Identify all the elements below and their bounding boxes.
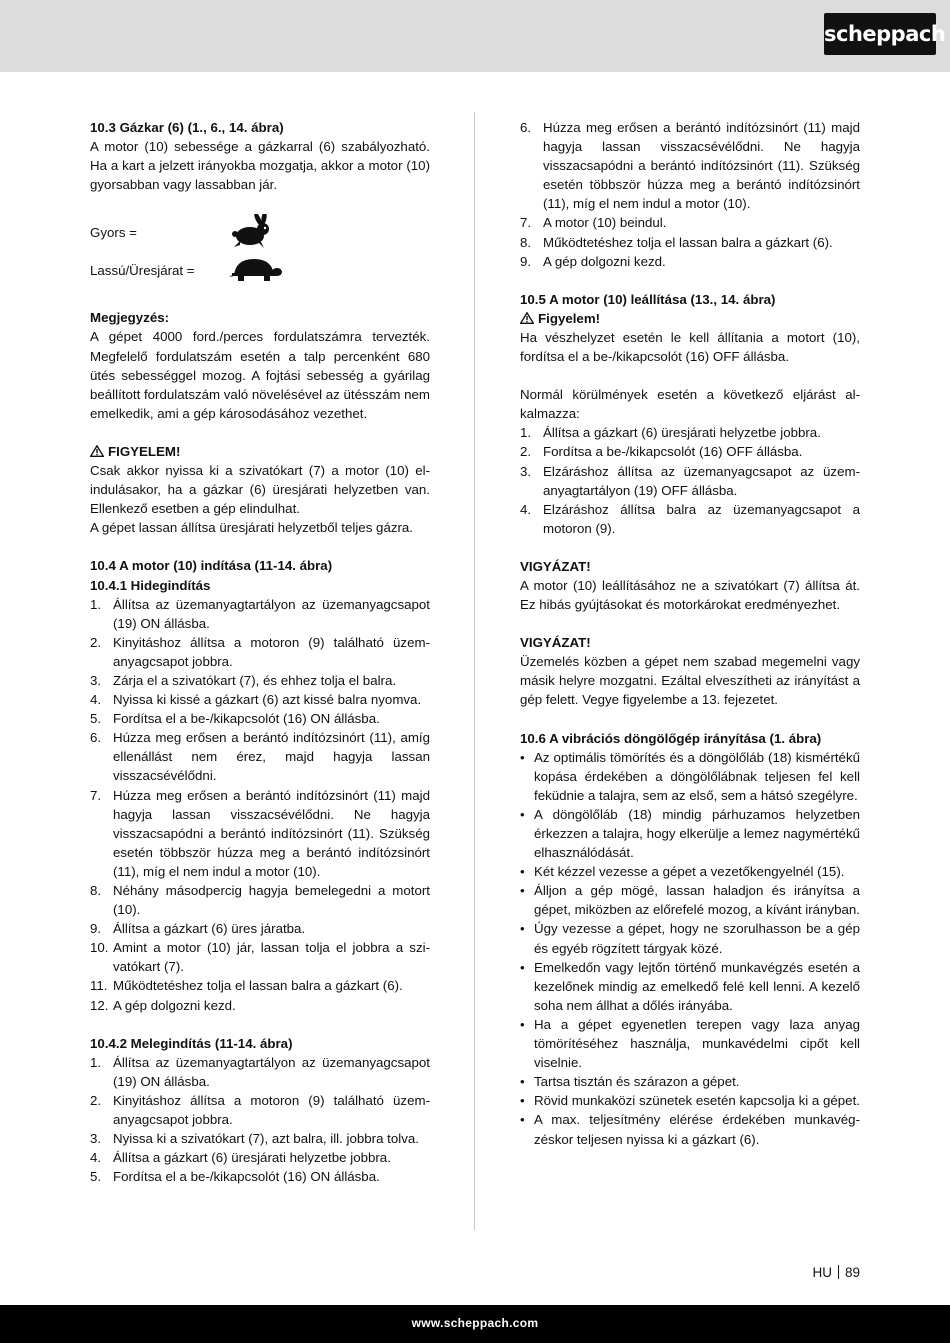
- list-item: 6. Húzza meg erősen a berántó indítózsinórt (11), amíg ellenállást nem érez, majd hagyja lassan visszacsévélődni.: [90, 730, 430, 784]
- warning-icon: [90, 445, 104, 457]
- slow-row: [90, 251, 430, 289]
- list-item: 4. Nyissa ki kissé a gázkart (6) azt kissé balra nyomva.: [90, 692, 422, 708]
- list-item: 1. Állítsa az üzemanyagtartályon az üzemanyagcsapot (19) ON állásba.: [90, 596, 430, 631]
- list-item: • Emelkedőn vagy lejtőn történő munkavégzés esetén a kezelőnek mindig az emelkedő felé kell lenni. A kezelő soha nem állhat a dőlés irányába.: [520, 959, 860, 1013]
- list-item: 4. Állítsa a gázkart (6) üresjárati helyzetbe jobbra.: [90, 1150, 391, 1166]
- list-item: 11. Működtetéshez tolja el lassan balra a gázkart (6).: [90, 978, 403, 994]
- list-item: 5. Fordítsa el a be-/kikapcsolót (16) ON állásba.: [90, 711, 380, 727]
- page-num: 89: [844, 1265, 860, 1280]
- list-item: • Álljon a gép mögé, lassan haladjon és irányítsa a gépet, miközben az előrefelé mozog, a kívánt irányban.: [520, 883, 860, 918]
- attention-heading: [520, 309, 860, 328]
- list-item: • Ha a gépet egyenetlen terepen vagy laza anyag tömörítéséhez használja, munkavédelmi cipőt kell viselnie.: [520, 1016, 860, 1071]
- brand-logo: scheppach: [824, 13, 936, 55]
- list-item: 8. Működtetéshez tolja el lassan balra a gázkart (6).: [520, 234, 833, 250]
- attention-title: Figyelem!: [538, 310, 601, 326]
- list-item: • Két kézzel vezesse a gépet a vezetőkengyelnél (15).: [520, 864, 845, 880]
- caution-1-text: A motor (10) leállításához ne a szivatókart (7) állítsa át. Ez hibás gyújtásokat és motorkárokat eredményezhet.: [520, 577, 860, 613]
- list-item: • A max. teljesítmény elérése érdekében munkavégzéskor teljesen nyissa ki a gázkart (6).: [520, 1112, 860, 1147]
- list-item: 5. Fordítsa el a be-/kikapcsolót (16) ON állásba.: [90, 1169, 380, 1185]
- header-bar: [0, 0, 950, 72]
- caution-2-title: VIGYÁZAT!: [520, 635, 591, 651]
- warning-text-1: Csak akkor nyissa ki a szivatókart (7) a motor (10) elindulásakor, ha a gázkar (6) üresjárati helyzetben van. Ellenkező esetben a gép elindulhat.: [90, 463, 430, 517]
- warm-start-steps-continued: [520, 118, 860, 271]
- list-item: 3. Nyissa ki a szivatókart (7), azt balra, ill. jobbra tolva.: [90, 1131, 419, 1147]
- fast-label: Gyors =: [90, 224, 137, 240]
- rabbit-icon: [228, 214, 272, 250]
- footer-bar: [0, 1305, 950, 1343]
- slow-label: Lassú/Üresjárat =: [90, 262, 195, 278]
- left-column: [90, 118, 430, 1186]
- right-column: [520, 118, 860, 1149]
- list-item: 9. A gép dolgozni kezd.: [520, 253, 666, 269]
- list-item: 12. A gép dolgozni kezd.: [90, 997, 236, 1013]
- page-number: [812, 1265, 860, 1280]
- list-item: 1. Állítsa a gázkart (6) üresjárati helyzetbe jobbra.: [520, 425, 821, 441]
- list-item: 8. Néhány másodpercig hagyja bemelegedni a motort (10).: [90, 883, 430, 918]
- section-10-4-1-title: 10.4.1 Hidegindítás: [90, 577, 211, 593]
- warning-heading: [90, 442, 430, 461]
- list-item: 2. Kinyitáshoz állítsa a motoron (9) található üzemanyagcsapot jobbra.: [90, 1092, 430, 1128]
- list-item: 1. Állítsa az üzemanyagtartályon az üzemanyagcsapot (19) ON állásba.: [90, 1054, 430, 1089]
- normal-intro: Normál körülmények esetén a következő eljárást alkalmazza:: [520, 387, 860, 422]
- website-link[interactable]: www.scheppach.com: [411, 1316, 539, 1330]
- list-item: • Úgy vezesse a gépet, hogy ne szorulhasson be a gép és egyéb rögzített tárgyak közé.: [520, 921, 860, 956]
- list-item: • A döngölőláb (18) mindig párhuzamos helyzetben érkezzen a talajra, hogy elkerülje a lemez nagymértékű elhasználódását.: [520, 806, 860, 861]
- note-title: Megjegyzés:: [90, 310, 170, 326]
- warning-icon: [520, 312, 534, 324]
- list-item: 4. Elzáráshoz állítsa balra az üzemanyagcsapot a motoron (9).: [520, 501, 860, 536]
- guidance-bullets: [520, 748, 860, 1149]
- language-code: HU: [812, 1265, 832, 1280]
- section-10-5-text: Ha vészhelyzet esetén le kell állítania a motort (10), fordítsa el a be-/kikapcsolót (16) OFF állásba.: [520, 329, 860, 365]
- fast-row: [90, 213, 430, 251]
- list-item: 3. Elzáráshoz állítsa az üzemanyagcsapot az üzemanyagtartályon (19) OFF állásba.: [520, 463, 860, 498]
- list-item: • Az optimális tömörítés és a döngölőláb (18) kismértékű kopása érdekében a döngölőlábnak teljesen fel kell feküdnie a talajra, sem az első, sem a hátsó szegélyre.: [520, 749, 860, 803]
- warm-start-steps: [90, 1053, 430, 1187]
- turtle-icon: [228, 255, 282, 285]
- section-10-3-title: 10.3 Gázkar (6) (1., 6., 14. ábra): [90, 120, 284, 135]
- list-item: • Tartsa tisztán és szárazon a gépet.: [520, 1074, 740, 1090]
- list-item: 2. Kinyitáshoz állítsa a motoron (9) található üzemanyagcsapot jobbra.: [90, 634, 430, 669]
- list-item: 2. Fordítsa a be-/kikapcsolót (16) OFF állásba.: [520, 444, 803, 460]
- list-item: 3. Zárja el a szivatókart (7), és ehhez tolja el balra.: [90, 672, 397, 688]
- section-10-6-title: 10.6 A vibrációs döngölőgép irányítása (1. ábra): [520, 730, 822, 746]
- list-item: • Rövid munkaközi szünetek esetén kapcsolja ki a gépet.: [520, 1093, 860, 1109]
- warning-text-2: A gépet lassan állítsa üresjárati helyzetből teljes gázra.: [90, 520, 414, 536]
- warning-title: FIGYELEM!: [108, 443, 181, 459]
- list-item: 9. Állítsa a gázkart (6) üres járatba.: [90, 921, 306, 937]
- stop-steps: [520, 423, 860, 538]
- cold-start-steps: [90, 595, 430, 1015]
- section-10-3-text: A motor (10) sebessége a gázkarral (6) szabályozható. Ha a kart a jelzett irányokba mozgatja, akkor a motor (10) gyorsabban vagy lassabban jár.: [90, 139, 430, 193]
- caution-1-title: VIGYÁZAT!: [520, 558, 591, 574]
- section-10-4-2-title: 10.4.2 Melegindítás (11-14. ábra): [90, 1035, 293, 1051]
- column-divider: [474, 112, 475, 1230]
- note-text: A gépet 4000 ford./perces fordulatszámra tervezték. Megfelelő fordulatszám esetén a talp percenként 680 ütés sebességgel mozog. A fojtási sebesség a gyárilag beállított fordulatszám való növelésével az ütésszám nem emelkedik, ami a gép károsodásához vezethet.: [90, 329, 430, 421]
- section-10-4-title: 10.4 A motor (10) indítása (11-14. ábra): [90, 558, 333, 574]
- list-item: 7. A motor (10) beindul.: [520, 215, 667, 231]
- section-10-5-title: 10.5 A motor (10) leállítása (13., 14. ábra): [520, 291, 776, 307]
- list-item: 7. Húzza meg erősen a berántó indítózsinórt (11) majd hagyja lassan visszacsévélődni. Ne hagyja visszacsapódni a berántó indítózsinórt (11). Szükség esetén többször húzza meg a berántó indítózsinórt (11), míg el nem indul a motor (10).: [90, 787, 430, 879]
- caution-2-text: Üzemelés közben a gépet nem szabad megemelni vagy másik helyre mozgatni. Ezáltal elveszítheti az irányítást a gép felett. Vegye figyelembe a 13. fejezetet.: [520, 654, 860, 708]
- list-item: 10. Amint a motor (10) jár, lassan tolja el jobbra a szivatókart (7).: [90, 940, 430, 975]
- list-item: 6. Húzza meg erősen a berántó indítózsinórt (11) majd hagyja lassan visszacsévélődni. Ne hagyja visszacsapódni a berántó indítózsinórt (11). Szükség esetén többször húzza meg a berántó indítózsinórt (11), míg el nem indul a motor (10).: [520, 120, 860, 212]
